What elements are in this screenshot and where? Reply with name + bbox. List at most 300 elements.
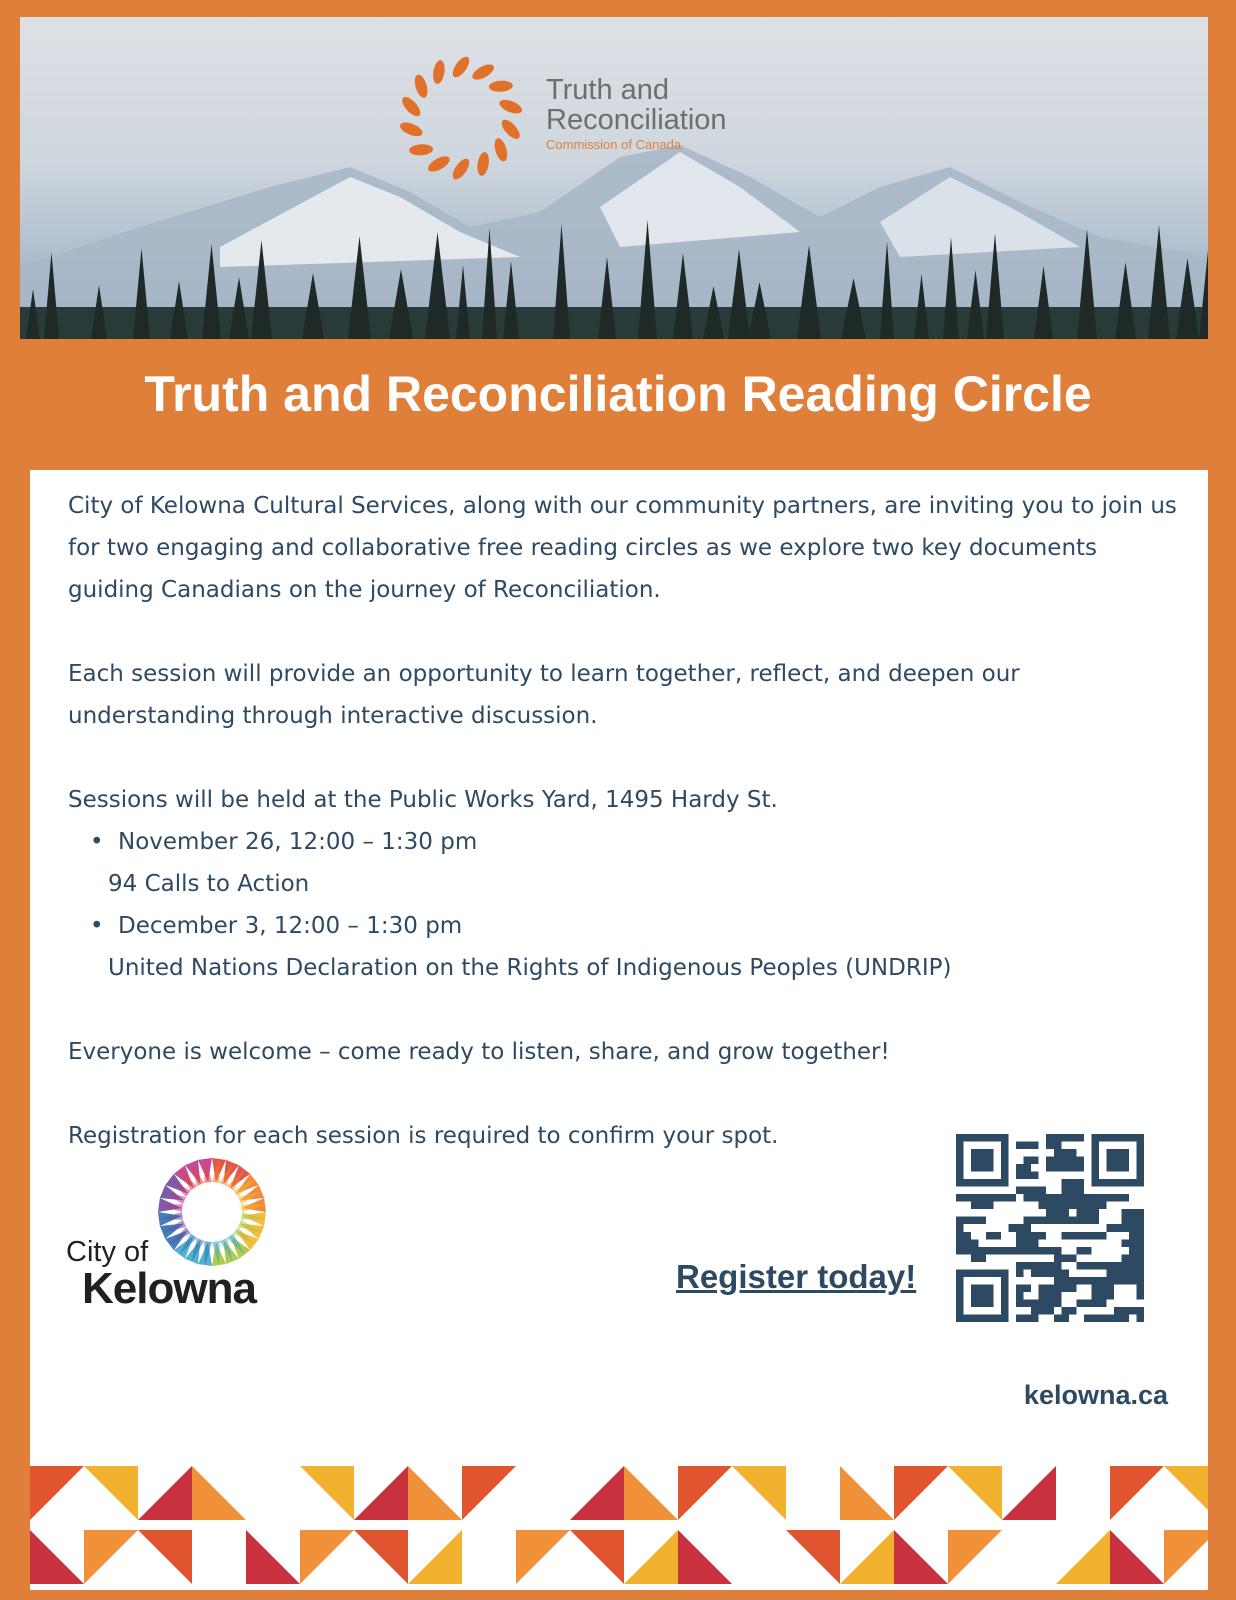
qr-module-icon	[1061, 1157, 1069, 1165]
triangle-icon	[1110, 1466, 1164, 1520]
qr-module-icon	[1016, 1284, 1024, 1292]
qr-module-icon	[1024, 1232, 1032, 1240]
triangle-icon	[678, 1530, 732, 1584]
qr-module-icon	[1091, 1217, 1099, 1225]
qr-module-icon	[1091, 1209, 1099, 1217]
qr-module-icon	[1099, 1202, 1107, 1210]
qr-module-icon	[964, 1239, 972, 1247]
qr-module-icon	[1039, 1262, 1047, 1270]
feather-icon	[492, 137, 509, 163]
qr-module-icon	[1046, 1307, 1054, 1315]
kelowna-logo-line1: City of	[66, 1236, 149, 1268]
qr-module-icon	[1009, 1247, 1017, 1255]
triangle-icon	[894, 1530, 948, 1584]
qr-module-icon	[1099, 1284, 1107, 1292]
feather-icon	[498, 97, 524, 116]
bullet-icon: •	[90, 913, 104, 939]
qr-module-icon	[1046, 1292, 1054, 1300]
feather-icon	[489, 80, 514, 92]
qr-module-icon	[1031, 1157, 1039, 1165]
qr-module-icon	[1009, 1194, 1017, 1202]
qr-module-icon	[979, 1254, 987, 1262]
qr-module-icon	[1129, 1232, 1137, 1240]
triangle-icon	[678, 1466, 732, 1520]
qr-module-icon	[1069, 1157, 1077, 1165]
qr-module-icon	[1054, 1284, 1062, 1292]
qr-module-icon	[1129, 1224, 1137, 1232]
qr-module-icon	[1129, 1277, 1137, 1285]
qr-module-icon	[1031, 1187, 1039, 1195]
qr-module-icon	[1106, 1292, 1114, 1300]
qr-module-icon	[1054, 1142, 1062, 1150]
qr-module-icon	[1039, 1194, 1047, 1202]
qr-module-icon	[1024, 1284, 1032, 1292]
qr-module-icon	[1016, 1239, 1024, 1247]
qr-module-icon	[1016, 1187, 1024, 1195]
qr-module-icon	[1129, 1254, 1137, 1262]
qr-module-icon	[1129, 1307, 1137, 1315]
qr-module-icon	[1114, 1314, 1122, 1322]
qr-module-icon	[1039, 1299, 1047, 1307]
qr-module-icon	[1031, 1247, 1039, 1255]
qr-module-icon	[1031, 1239, 1039, 1247]
qr-module-icon	[1024, 1262, 1032, 1270]
qr-module-icon	[1136, 1217, 1144, 1225]
qr-module-icon	[1121, 1239, 1129, 1247]
qr-module-icon	[1061, 1314, 1069, 1322]
qr-module-icon	[1054, 1134, 1062, 1142]
qr-module-icon	[971, 1202, 979, 1210]
intro-paragraph: City of Kelowna Cultural Services, along with our community partners, are inviting you to join us for two engaging and collaborative free reading circles as we explore two key documents guiding Canadians on the journey of Reconciliation.	[68, 493, 1177, 603]
triangle-icon	[354, 1466, 408, 1520]
qr-module-icon	[1031, 1172, 1039, 1180]
qr-module-icon	[1054, 1202, 1062, 1210]
session-topic: United Nations Declaration on the Rights of Indigenous Peoples (UNDRIP)	[108, 955, 952, 981]
qr-module-icon	[971, 1217, 979, 1225]
triangle-icon	[948, 1466, 1002, 1520]
qr-module-icon	[994, 1232, 1002, 1240]
qr-module-icon	[1069, 1202, 1077, 1210]
qr-module-icon	[1061, 1232, 1069, 1240]
qr-module-icon	[1024, 1314, 1032, 1322]
qr-module-icon	[1076, 1277, 1084, 1285]
feather-icon	[450, 156, 473, 182]
triangle-icon	[300, 1466, 354, 1520]
qr-module-icon	[1009, 1224, 1017, 1232]
qr-module-icon	[1084, 1217, 1092, 1225]
location-text: Sessions will be held at the Public Works Yard, 1495 Hardy St.	[68, 787, 778, 813]
feather-icon	[426, 153, 452, 174]
qr-module-icon	[1114, 1277, 1122, 1285]
kelowna-logo-line2: Kelowna	[82, 1264, 256, 1313]
qr-module-icon	[1054, 1247, 1062, 1255]
qr-module-icon	[1061, 1164, 1069, 1172]
triangle-icon	[1164, 1466, 1208, 1520]
qr-module-icon	[1106, 1284, 1114, 1292]
triangle-icon	[1110, 1530, 1164, 1584]
qr-module-icon	[1076, 1299, 1084, 1307]
qr-module-icon	[1076, 1194, 1084, 1202]
qr-module-icon	[1069, 1179, 1077, 1187]
qr-module-icon	[1121, 1277, 1129, 1285]
qr-module-icon	[1106, 1277, 1114, 1285]
qr-module-icon	[1084, 1247, 1092, 1255]
qr-module-icon	[1084, 1262, 1092, 1270]
qr-module-icon	[1016, 1269, 1024, 1277]
qr-module-icon	[1076, 1202, 1084, 1210]
triangle-icon	[624, 1530, 678, 1584]
qr-module-icon	[1121, 1217, 1129, 1225]
qr-module-icon	[1039, 1284, 1047, 1292]
qr-module-icon	[1046, 1194, 1054, 1202]
qr-module-icon	[1069, 1232, 1077, 1240]
triangle-icon	[570, 1466, 624, 1520]
qr-module-icon	[1039, 1232, 1047, 1240]
qr-module-icon	[1054, 1157, 1062, 1165]
qr-module-icon	[956, 1224, 964, 1232]
triangle-icon	[1002, 1466, 1056, 1520]
qr-module-icon	[1091, 1277, 1099, 1285]
qr-module-icon	[1039, 1307, 1047, 1315]
qr-module-icon	[1039, 1187, 1047, 1195]
qr-module-icon	[1136, 1292, 1144, 1300]
triangle-icon	[246, 1530, 300, 1584]
qr-module-icon	[1099, 1277, 1107, 1285]
qr-module-icon	[1106, 1269, 1114, 1277]
qr-module-icon	[994, 1194, 1002, 1202]
qr-module-icon	[1054, 1292, 1062, 1300]
qr-module-icon	[1046, 1262, 1054, 1270]
qr-module-icon	[1136, 1284, 1144, 1292]
qr-module-icon	[994, 1247, 1002, 1255]
triangle-icon	[1056, 1530, 1110, 1584]
qr-module-icon	[1129, 1209, 1137, 1217]
qr-module-icon	[1016, 1224, 1024, 1232]
qr-module-icon	[986, 1232, 994, 1240]
qr-module-icon	[1106, 1194, 1114, 1202]
qr-module-icon	[1091, 1202, 1099, 1210]
feather-icon	[412, 73, 429, 99]
qr-module-icon	[1084, 1299, 1092, 1307]
qr-module-icon	[1039, 1269, 1047, 1277]
qr-module-icon	[1046, 1202, 1054, 1210]
qr-module-icon	[1099, 1194, 1107, 1202]
qr-code-icon[interactable]	[956, 1134, 1144, 1322]
qr-module-icon	[1046, 1209, 1054, 1217]
qr-module-icon	[1076, 1247, 1084, 1255]
qr-module-icon	[1016, 1232, 1024, 1240]
qr-module-icon	[1016, 1172, 1024, 1180]
qr-module-icon	[1046, 1247, 1054, 1255]
qr-module-icon	[1091, 1232, 1099, 1240]
qr-module-icon	[1076, 1134, 1084, 1142]
body-text	[68, 485, 1178, 1157]
qr-module-icon	[1136, 1269, 1144, 1277]
trc-logo-line2: Reconciliation	[546, 104, 727, 136]
triangle-icon	[300, 1530, 354, 1584]
qr-module-icon	[1046, 1269, 1054, 1277]
qr-module-icon	[1031, 1269, 1039, 1277]
qr-module-icon	[1129, 1217, 1137, 1225]
qr-module-icon	[1114, 1269, 1122, 1277]
session-item	[68, 905, 1178, 989]
qr-module-icon	[1076, 1164, 1084, 1172]
qr-module-icon	[1091, 1262, 1099, 1270]
qr-module-icon	[1031, 1142, 1039, 1150]
qr-module-icon	[979, 1217, 987, 1225]
triangle-icon	[408, 1530, 462, 1584]
register-link[interactable]: Register today!	[676, 1258, 917, 1295]
qr-module-icon	[1099, 1292, 1107, 1300]
qr-module-icon	[1054, 1217, 1062, 1225]
qr-module-icon	[1031, 1307, 1039, 1315]
qr-module-icon	[1069, 1149, 1077, 1157]
qr-module-icon	[1091, 1299, 1099, 1307]
qr-module-icon	[1046, 1164, 1054, 1172]
qr-module-icon	[964, 1247, 972, 1255]
feather-icon	[450, 54, 473, 80]
qr-module-icon	[1069, 1187, 1077, 1195]
qr-module-icon	[1046, 1299, 1054, 1307]
session-item	[68, 821, 1178, 905]
qr-module-icon	[986, 1194, 994, 1202]
feather-icon	[409, 144, 434, 156]
qr-module-icon	[1024, 1247, 1032, 1255]
qr-module-icon	[1114, 1307, 1122, 1315]
qr-module-icon	[1099, 1314, 1107, 1322]
feather-icon	[399, 94, 423, 119]
qr-module-icon	[1084, 1209, 1092, 1217]
qr-module-icon	[1076, 1187, 1084, 1195]
qr-module-icon	[1024, 1194, 1032, 1202]
qr-module-icon	[956, 1247, 964, 1255]
qr-module-icon	[1121, 1269, 1129, 1277]
qr-module-icon	[1136, 1224, 1144, 1232]
qr-module-icon	[1031, 1299, 1039, 1307]
qr-finder-icon	[971, 1149, 994, 1172]
qr-module-icon	[1106, 1224, 1114, 1232]
triangle-pattern	[30, 1462, 1208, 1590]
qr-module-icon	[1016, 1262, 1024, 1270]
qr-module-icon	[1024, 1187, 1032, 1195]
qr-module-icon	[1016, 1292, 1024, 1300]
qr-module-icon	[1024, 1224, 1032, 1232]
qr-module-icon	[1106, 1314, 1114, 1322]
qr-module-icon	[971, 1247, 979, 1255]
qr-module-icon	[1136, 1209, 1144, 1217]
qr-module-icon	[956, 1239, 964, 1247]
qr-module-icon	[1136, 1307, 1144, 1315]
qr-module-icon	[1069, 1164, 1077, 1172]
qr-module-icon	[1091, 1292, 1099, 1300]
triangle-icon	[732, 1466, 786, 1520]
qr-module-icon	[1099, 1262, 1107, 1270]
triangle-icon	[624, 1466, 678, 1520]
qr-module-icon	[986, 1247, 994, 1255]
qr-module-icon	[1129, 1269, 1137, 1277]
triangle-icon	[354, 1530, 408, 1584]
triangle-icon	[948, 1530, 1002, 1584]
qr-module-icon	[956, 1217, 964, 1225]
feather-icon	[470, 61, 496, 82]
qr-module-icon	[1069, 1277, 1077, 1285]
session-date: November 26, 12:00 – 1:30 pm	[118, 829, 478, 855]
qr-module-icon	[1106, 1262, 1114, 1270]
qr-module-icon	[1016, 1314, 1024, 1322]
qr-module-icon	[1114, 1262, 1122, 1270]
qr-module-icon	[971, 1254, 979, 1262]
qr-module-icon	[1061, 1194, 1069, 1202]
qr-module-icon	[1136, 1277, 1144, 1285]
feather-circle-icon	[396, 53, 526, 183]
qr-module-icon	[1084, 1232, 1092, 1240]
triangle-icon	[840, 1466, 894, 1520]
content-panel	[30, 470, 1208, 1590]
qr-module-icon	[1076, 1232, 1084, 1240]
session-date: December 3, 12:00 – 1:30 pm	[118, 913, 463, 939]
feather-icon	[398, 120, 424, 139]
qr-module-icon	[1054, 1299, 1062, 1307]
qr-module-icon	[1061, 1187, 1069, 1195]
qr-module-icon	[956, 1232, 964, 1240]
qr-module-icon	[1136, 1262, 1144, 1270]
qr-module-icon	[964, 1217, 972, 1225]
qr-module-icon	[1039, 1217, 1047, 1225]
qr-module-icon	[1099, 1299, 1107, 1307]
welcome-text: Everyone is welcome – come ready to listen, share, and grow together!	[68, 1039, 890, 1065]
qr-module-icon	[1031, 1194, 1039, 1202]
qr-module-icon	[1061, 1307, 1069, 1315]
qr-module-icon	[1129, 1262, 1137, 1270]
website-link[interactable]: kelowna.ca	[1023, 1380, 1168, 1410]
registration-note: Registration for each session is required to confirm your spot.	[68, 1123, 779, 1149]
triangle-icon	[30, 1530, 84, 1584]
qr-module-icon	[1039, 1247, 1047, 1255]
qr-module-icon	[1054, 1262, 1062, 1270]
qr-module-icon	[1061, 1217, 1069, 1225]
qr-module-icon	[1076, 1157, 1084, 1165]
qr-module-icon	[1039, 1202, 1047, 1210]
qr-module-icon	[979, 1194, 987, 1202]
qr-module-icon	[1061, 1179, 1069, 1187]
triangle-icon	[570, 1530, 624, 1584]
qr-module-icon	[979, 1202, 987, 1210]
qr-module-icon	[964, 1194, 972, 1202]
qr-module-icon	[1031, 1217, 1039, 1225]
kelowna-sun-icon	[156, 1156, 268, 1268]
qr-module-icon	[1046, 1134, 1054, 1142]
triangle-icon	[840, 1530, 894, 1584]
qr-module-icon	[1076, 1179, 1084, 1187]
qr-module-icon	[1091, 1194, 1099, 1202]
triangle-icon	[894, 1466, 948, 1520]
page-title: Truth and Reconciliation Reading Circle	[144, 366, 1092, 422]
qr-module-icon	[1076, 1209, 1084, 1217]
qr-module-icon	[1054, 1149, 1062, 1157]
triangle-icon	[138, 1530, 192, 1584]
qr-module-icon	[1061, 1209, 1069, 1217]
qr-module-icon	[1016, 1299, 1024, 1307]
qr-module-icon	[1136, 1247, 1144, 1255]
qr-module-icon	[1099, 1232, 1107, 1240]
qr-module-icon	[1046, 1284, 1054, 1292]
qr-module-icon	[1054, 1209, 1062, 1217]
feather-icon	[432, 59, 447, 84]
qr-module-icon	[1046, 1217, 1054, 1225]
qr-module-icon	[1061, 1202, 1069, 1210]
triangle-icon	[516, 1530, 570, 1584]
qr-finder-icon	[971, 1284, 994, 1307]
qr-module-icon	[1001, 1194, 1009, 1202]
triangle-icon	[30, 1466, 84, 1520]
feather-icon	[499, 117, 523, 142]
trc-logo-line3: Commission of Canada	[546, 137, 682, 152]
qr-finder-icon	[1106, 1149, 1129, 1172]
qr-module-icon	[1136, 1314, 1144, 1322]
triangle-icon	[786, 1530, 840, 1584]
triangle-icon	[84, 1530, 138, 1584]
qr-module-icon	[1054, 1194, 1062, 1202]
qr-module-icon	[1024, 1164, 1032, 1172]
trc-logo-line1: Truth and	[546, 74, 670, 106]
qr-module-icon	[986, 1202, 994, 1210]
feather-icon	[476, 151, 491, 176]
qr-module-icon	[1084, 1314, 1092, 1322]
qr-module-icon	[1121, 1307, 1129, 1315]
qr-module-icon	[1069, 1307, 1077, 1315]
qr-module-icon	[1031, 1262, 1039, 1270]
qr-module-icon	[1024, 1299, 1032, 1307]
qr-module-icon	[1069, 1134, 1077, 1142]
triangle-icon	[192, 1466, 246, 1520]
qr-module-icon	[1076, 1217, 1084, 1225]
qr-module-icon	[979, 1247, 987, 1255]
triangle-icon	[138, 1466, 192, 1520]
qr-module-icon	[1054, 1269, 1062, 1277]
qr-module-icon	[1024, 1239, 1032, 1247]
qr-module-icon	[1114, 1224, 1122, 1232]
qr-module-icon	[1121, 1194, 1129, 1202]
qr-module-icon	[1121, 1254, 1129, 1262]
qr-module-icon	[1136, 1254, 1144, 1262]
qr-module-icon	[1091, 1314, 1099, 1322]
qr-module-icon	[1024, 1142, 1032, 1150]
triangle-icon	[1164, 1530, 1208, 1584]
qr-module-icon	[1121, 1314, 1129, 1322]
qr-module-icon	[1069, 1284, 1077, 1292]
qr-module-icon	[1024, 1172, 1032, 1180]
qr-module-icon	[1046, 1142, 1054, 1150]
qr-module-icon	[1069, 1254, 1077, 1262]
qr-module-icon	[971, 1194, 979, 1202]
qr-module-icon	[971, 1239, 979, 1247]
bullet-icon: •	[90, 829, 104, 855]
qr-module-icon	[1031, 1232, 1039, 1240]
qr-module-icon	[1061, 1277, 1069, 1285]
qr-module-icon	[1076, 1262, 1084, 1270]
qr-module-icon	[1054, 1314, 1062, 1322]
qr-module-icon	[1016, 1142, 1024, 1150]
qr-module-icon	[1136, 1232, 1144, 1240]
qr-module-icon	[1016, 1164, 1024, 1172]
qr-module-icon	[1129, 1239, 1137, 1247]
qr-module-icon	[1129, 1247, 1137, 1255]
triangle-icon	[462, 1466, 516, 1520]
qr-module-icon	[1054, 1277, 1062, 1285]
qr-module-icon	[1084, 1277, 1092, 1285]
city-of-kelowna-logo	[66, 1156, 296, 1313]
qr-module-icon	[1031, 1314, 1039, 1322]
